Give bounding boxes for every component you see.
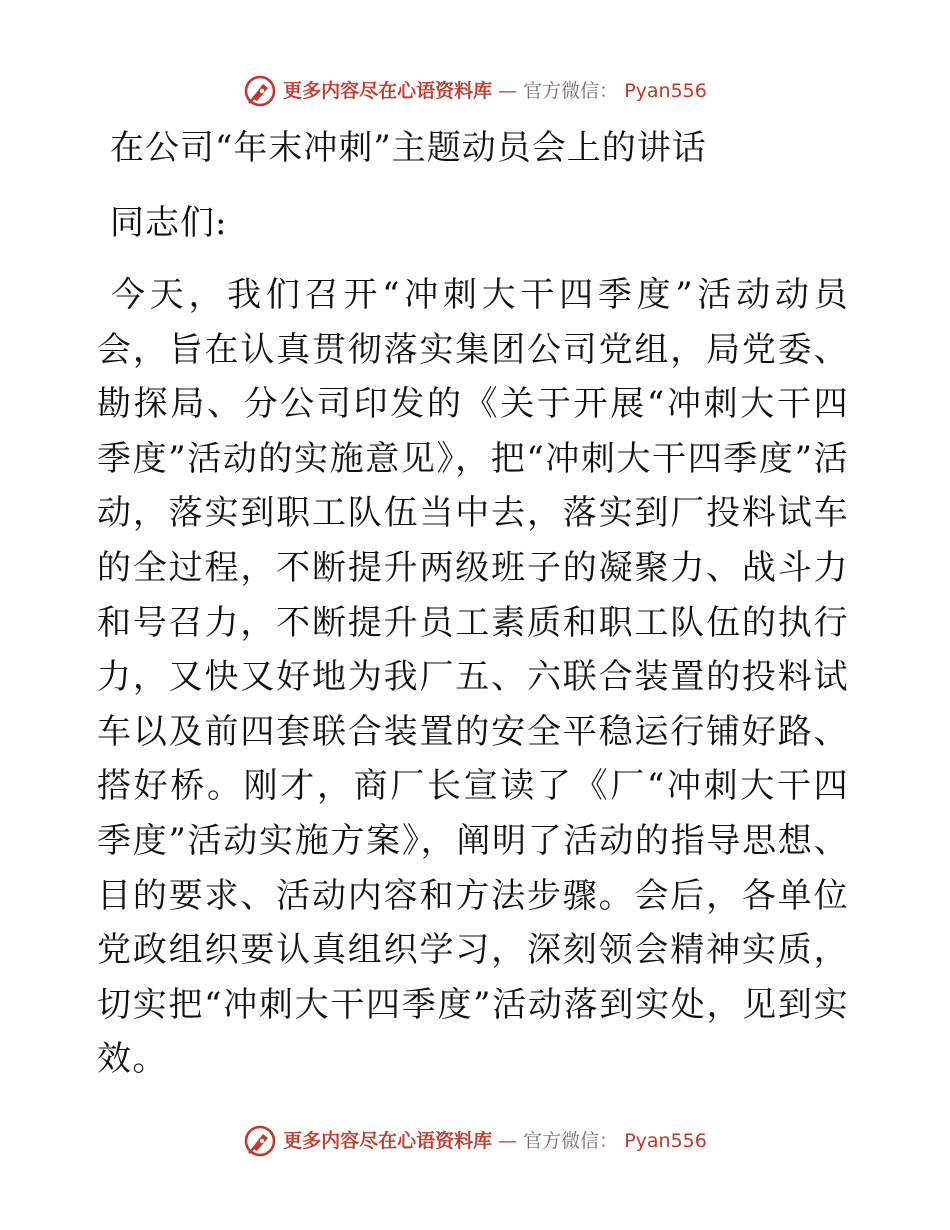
watermark-wechat-label: 官方微信： [523, 1130, 619, 1152]
watermark-separator: — [498, 80, 518, 102]
watermark-wechat-label: 官方微信： [523, 80, 619, 102]
watermark-account: Pyan556 [624, 80, 707, 102]
header-watermark [0, 74, 950, 108]
document-paragraph: 今天，我们召开“冲刺大干四季度”活动动员会，旨在认真贯彻落实集团公司党组，局党委、勘探局、分公司印发的《关于开展“冲刺大干四季度”活动的实施意见》，把“冲刺大干四季度”活动，落实到职工队伍当中去，落实到厂投料试车的全过程，不断提升两级班子的凝聚力、战斗力和号召力，不断提升员工素质和职工队伍的执行力，又快又好地为我厂五、六联合装置的投料试车以及前四套联合装置的安全平稳运行铺好路、搭好桥。刚才，商厂长宣读了《厂“冲刺大干四季度”活动实施方案》，阐明了活动的指导思想、目的要求、活动内容和方法步骤。会后，各单位党政组织要认真组织学习，深刻领会精神实质，切实把“冲刺大干四季度”活动落到实处，见到实效。 [97, 275, 849, 1080]
watermark-brand: 更多内容尽在心语资料库 [283, 80, 493, 102]
footer-watermark [0, 1124, 950, 1158]
watermark-separator: — [498, 1130, 518, 1152]
document-salutation: 同志们: [110, 203, 228, 243]
pen-nib-circle-icon [243, 74, 277, 108]
pen-nib-circle-icon [243, 1124, 277, 1158]
watermark-account: Pyan556 [624, 1130, 707, 1152]
watermark-brand: 更多内容尽在心语资料库 [283, 1130, 493, 1152]
document-title: 在公司“年末冲刺”主题动员会上的讲话 [110, 128, 707, 168]
